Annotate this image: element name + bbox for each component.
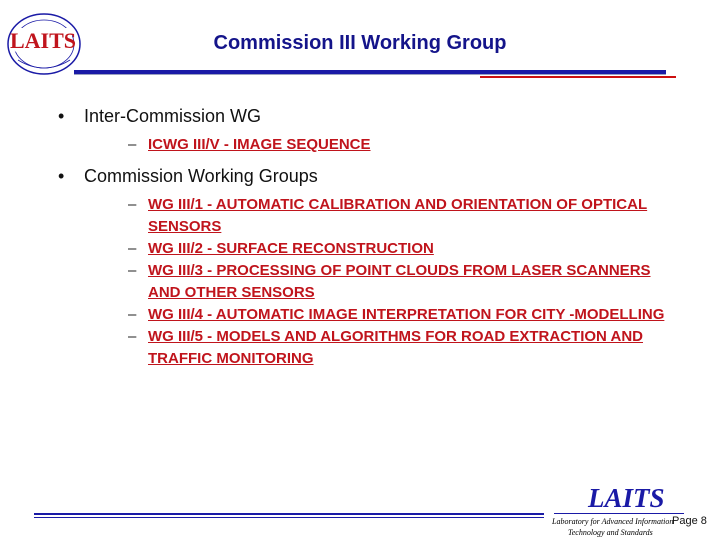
footer-logo: LAITS [588, 483, 665, 513]
footer-rule-thin [34, 517, 544, 518]
footer-lab-name: Laboratory for Advanced Information [552, 517, 674, 526]
wg-link[interactable]: WG III/2 - SURFACE RECONSTRUCTION [148, 240, 434, 257]
logo-wordmark: LAITS [9, 28, 77, 53]
wg-link[interactable]: WG III/5 - MODELS AND ALGORITHMS FOR ROAD EXTRACTION AND TRAFFIC MONITORING [148, 328, 643, 367]
laits-logo-icon [4, 8, 86, 78]
wg-link[interactable]: WG III/3 - PROCESSING OF POINT CLOUDS FROM LASER SCANNERS AND OTHER SENSORS [148, 262, 651, 301]
list-item[interactable] [58, 194, 678, 238]
inter-commission-list [58, 134, 678, 156]
bullet-label: Commission Working Groups [84, 166, 318, 186]
dash-marker: – [128, 240, 137, 257]
wg-link[interactable]: WG III/4 - AUTOMATIC IMAGE INTERPRETATION FOR CITY -MODELLING [148, 306, 665, 323]
list-item[interactable] [58, 304, 678, 326]
wg-link[interactable]: WG III/1 - AUTOMATIC CALIBRATION AND ORIENTATION OF OPTICAL SENSORS [148, 196, 648, 235]
header-rule-gray [74, 74, 666, 75]
bullet-commission-groups [58, 164, 678, 188]
dash-marker: – [128, 306, 137, 323]
list-item[interactable] [58, 238, 678, 260]
dash-marker: – [128, 136, 137, 153]
list-item[interactable] [58, 260, 678, 304]
list-item[interactable] [58, 326, 678, 370]
footer-lab-subtitle: Technology and Standards [568, 528, 653, 537]
footer-rule [34, 513, 544, 515]
dash-marker: – [128, 262, 137, 279]
list-item[interactable] [58, 134, 678, 156]
laits-logo [4, 8, 86, 78]
dash-marker: – [128, 328, 137, 345]
page-number: Page 8 [672, 515, 707, 527]
bullet-inter-commission [58, 104, 678, 128]
bullet-label: Inter-Commission WG [84, 106, 262, 126]
dash-marker: – [128, 196, 137, 213]
wg-link[interactable]: ICWG III/V - IMAGE SEQUENCE [148, 136, 371, 153]
page-title: Commission III Working Group [213, 32, 507, 54]
slide-content [58, 104, 678, 378]
commission-groups-list [58, 194, 678, 370]
header-rule-red [480, 76, 676, 78]
